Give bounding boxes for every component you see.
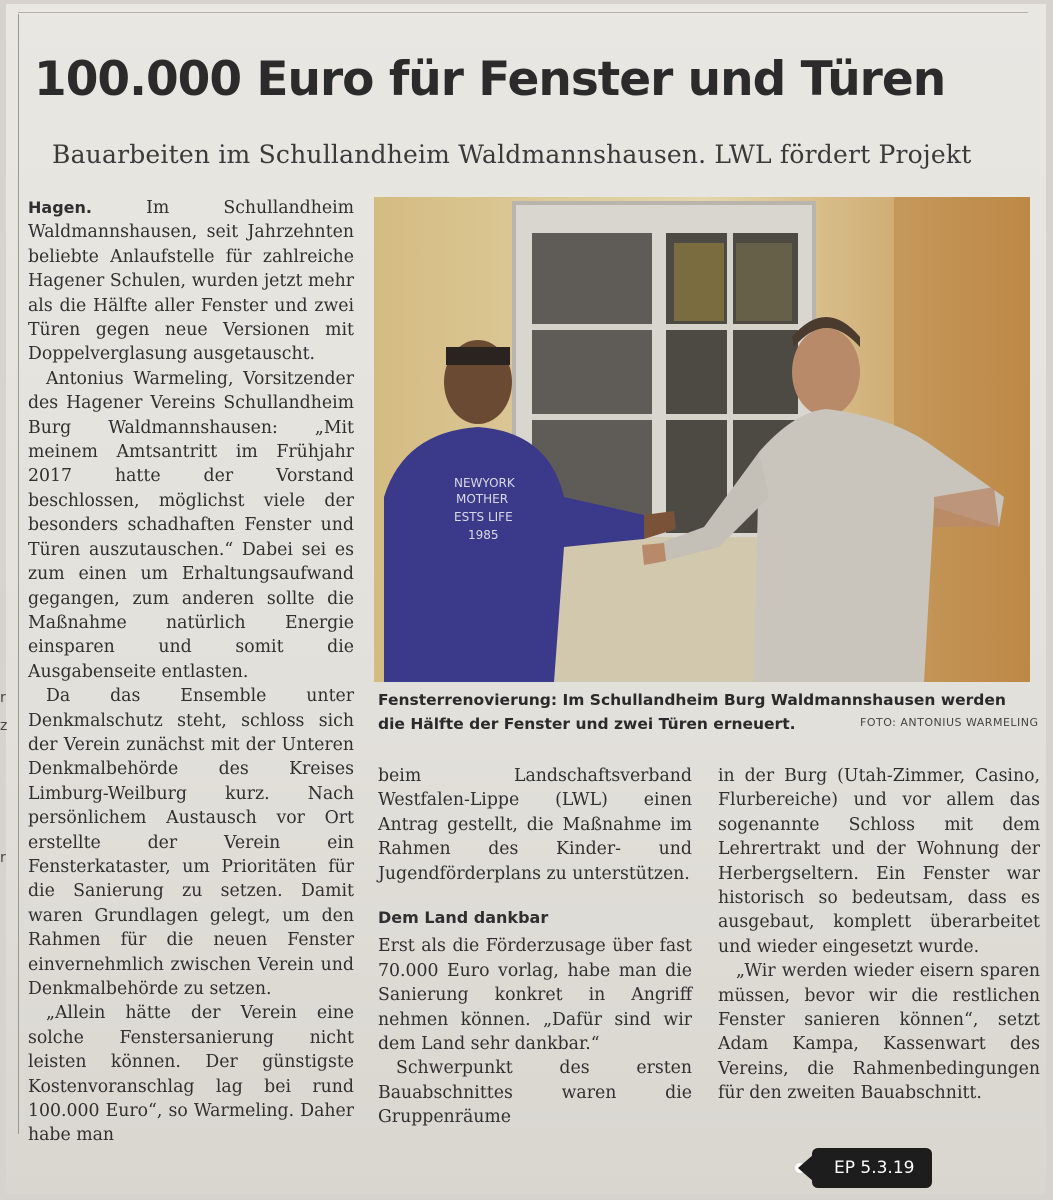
shirt-print: 1985 xyxy=(468,528,499,542)
shirt-print: ESTS LIFE xyxy=(454,510,513,524)
neighbor-text-fragment: z xyxy=(0,718,8,734)
top-rule xyxy=(18,12,1028,13)
paragraph: beim Landschaftsverband Westfalen-Lippe (LWL) einen Antrag gestellt, die Maßnahme im Rahmen des Kinder- und Jugendförderplans zu unterstützen. xyxy=(378,766,692,884)
article-headline: 100.000 Euro für Fenster und Türen xyxy=(34,52,946,107)
paragraph: Erst als die Förderzusage über fast 70.000 Euro vorlag, habe man die Sanierung konkret in Angriff nehmen können. „Dafür sind wir dem Land sehr dankbar.“ xyxy=(378,936,692,1055)
article-column-3 xyxy=(718,764,1040,1106)
section-subheading: Dem Land dankbar xyxy=(378,908,549,928)
paragraph: „Allein hätte der Verein eine solche Fenstersanierung nicht leisten können. Der günstigste Kostenvoranschlag lag bei rund 100.000 Euro“, so Warmeling. Daher habe man xyxy=(28,1003,354,1146)
paragraph-text: Im Schullandheim Waldmannshausen, seit Jahrzehnten beliebte Anlaufstelle für zahlreiche Hagener Schulen, wurden jetzt mehr als die Hälfte aller Fenster und zwei Türen gegen neue Versionen mit Doppelverglasung ausgetauscht. xyxy=(28,198,354,365)
shirt-print: NEWYORK xyxy=(454,476,515,490)
column-rule xyxy=(18,14,19,1134)
photo-illustration xyxy=(374,197,1030,682)
date-badge: EP 5.3.19 xyxy=(812,1148,932,1188)
photo-caption: Fensterrenovierung: Im Schullandheim Burg Waldmannshausen werden die Hälfte der Fenster und zwei Türen erneuert. xyxy=(378,691,1006,733)
dateline: Hagen. xyxy=(28,198,92,217)
paragraph: in der Burg (Utah-Zimmer, Casino, Flurbereiche) und vor allem das sogenannte Schloss mit dem Lehrertrakt und der Wohnung der Herbergseltern. Ein Fenster war historisch so bedeutsam, dass es ausgebaut, komplett überarbeitet und wieder eingesetzt wurde. xyxy=(718,766,1040,957)
photo-credit: FOTO: ANTONIUS WARMELING xyxy=(860,716,1039,729)
paragraph: Antonius Warmeling, Vorsitzender des Hagener Vereins Schullandheim Burg Waldmannshausen: „Mit meinem Amtsantritt im Frühjahr 2017 hatte der Vorstand beschlossen, möglichst viele der besonders schadhaften Fenster und Türen auszutauschen.“ Dabei sei es zum einen um Erhaltungsaufwand gegangen, zum anderen sollte die Maßnahme natürlich Energie einsparen und somit die Ausgabenseite entlasten. xyxy=(28,368,354,682)
paragraph xyxy=(28,196,354,367)
article-column-1 xyxy=(28,196,354,1148)
neighbor-text-fragment: r xyxy=(0,690,6,706)
paragraph: Schwerpunkt des ersten Bauabschnittes waren die Gruppenräume xyxy=(378,1058,692,1128)
neighbor-text-fragment: r xyxy=(0,850,6,866)
article-photo xyxy=(374,197,1030,682)
article-subheadline: Bauarbeiten im Schullandheim Waldmannshausen. LWL fördert Projekt xyxy=(52,140,972,169)
paragraph: „Wir werden wieder eisern sparen müssen, bevor wir die restlichen Fenster sanieren können“, setzt Adam Kampa, Kassenwart des Vereins, die Rahmenbedingungen für den zweiten Bauabschnitt. xyxy=(718,961,1040,1104)
article-column-2 xyxy=(378,764,692,1130)
shirt-print: MOTHER xyxy=(456,492,509,506)
paragraph: Da das Ensemble unter Denkmalschutz steht, schloss sich der Verein zunächst mit der Unteren Denkmalbehörde des Kreises Limburg-Weilburg kurz. Nach persönlichem Austausch vor Ort erstellte der Verein ein Fensterkataster, um Prioritäten für die Sanierung zu setzen. Damit waren Grundlagen gelegt, um den Rahmen für die neuen Fenster einvernehmlich zwischen Verein und Denkmalbehörde zu setzen. xyxy=(28,686,354,999)
